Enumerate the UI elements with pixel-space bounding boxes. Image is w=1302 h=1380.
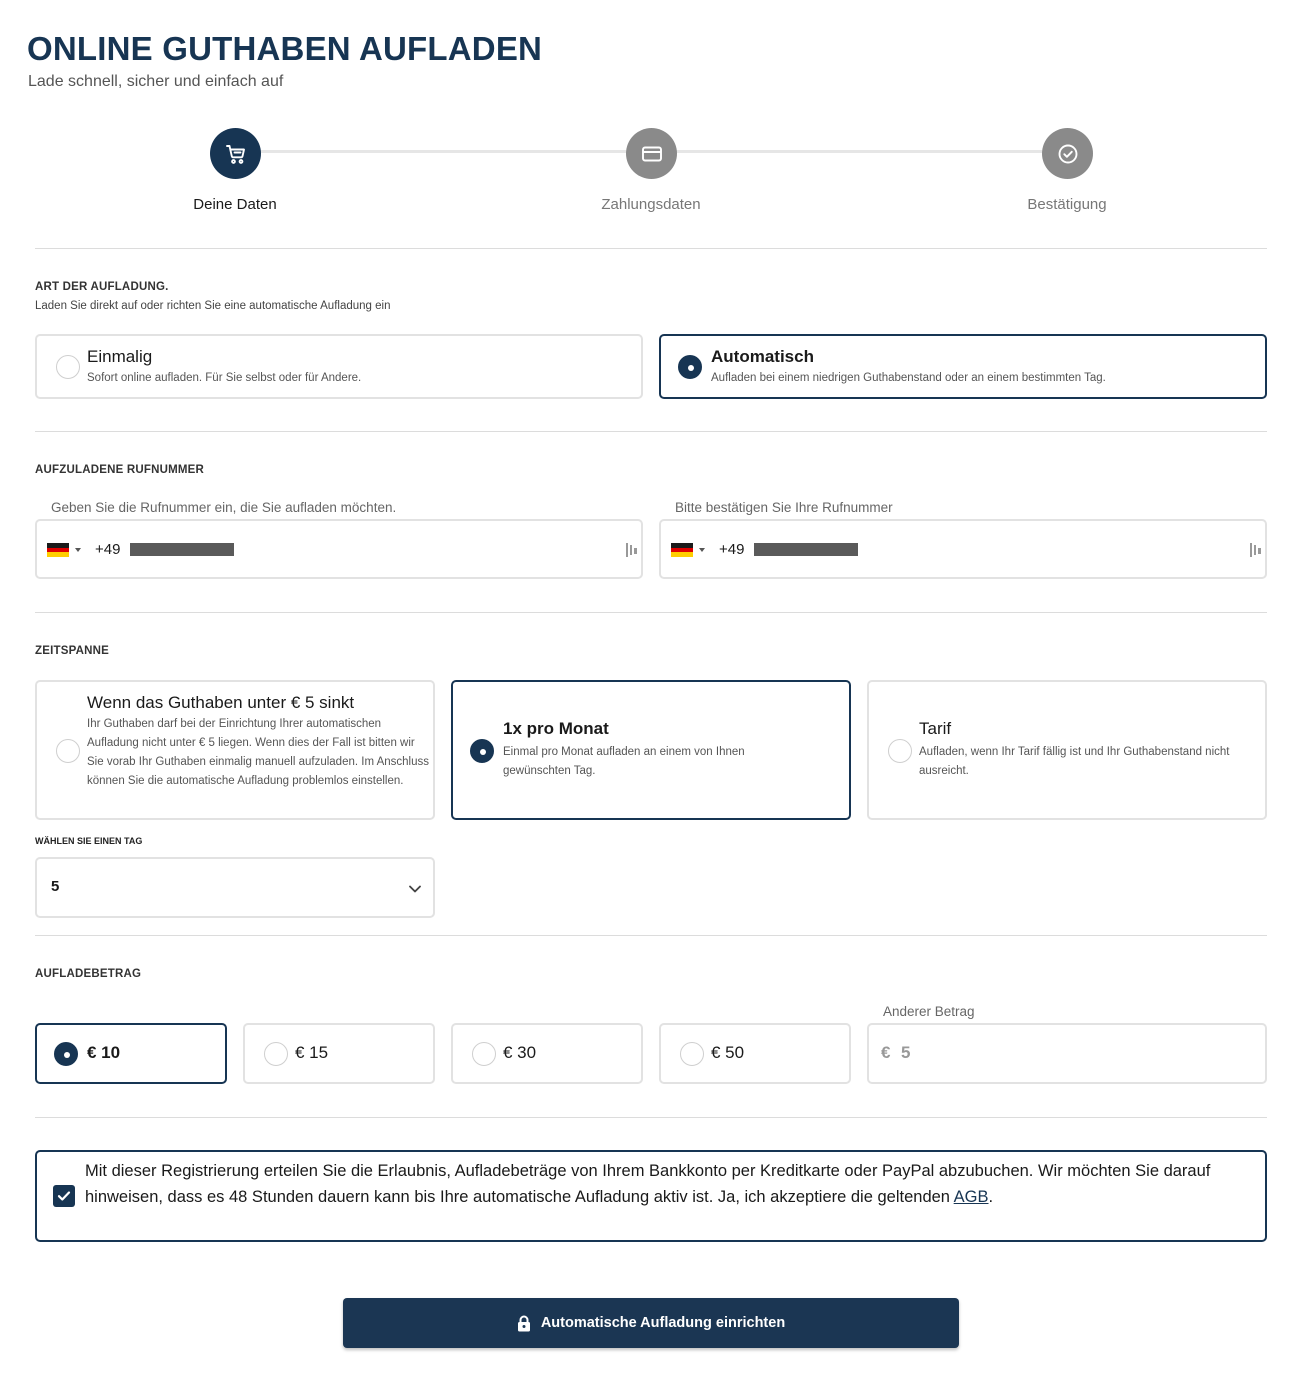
consent-end: . [988,1188,994,1206]
option-card-einmalig[interactable] [35,334,643,399]
amount-option-50[interactable] [659,1023,851,1084]
radio-einmalig[interactable] [56,355,80,379]
amount-option-30[interactable] [451,1023,643,1084]
step-1-circle[interactable] [210,128,261,179]
step-label-deine-daten: Deine Daten [193,196,277,213]
step-2-circle[interactable] [626,128,677,179]
consent-box[interactable] [35,1150,1267,1242]
radio-amount-10[interactable] [54,1042,78,1066]
phone-confirm-label: Bitte bestätigen Sie Ihre Rufnummer [675,500,893,515]
section-subtitle-art: Laden Sie direkt auf oder richten Sie eine automatische Aufladung ein [35,300,391,312]
day-select[interactable] [35,857,435,918]
radio-amount-30[interactable] [472,1042,496,1066]
setup-auto-topup-button[interactable] [343,1298,959,1348]
step-label-bestaetigung: Bestätigung [1027,196,1107,213]
divider [35,248,1267,249]
phone-prefix: +49 [719,541,745,558]
germany-flag-icon[interactable] [47,543,69,557]
option-desc: Einmal pro Monat aufladen an einem von Ihnen gewünschten Tag. [503,746,745,777]
country-caret-icon[interactable] [75,548,81,552]
option-desc: Aufladen bei einem niedrigen Guthabenstand oder an einem bestimmten Tag. [711,372,1106,384]
divider [35,431,1267,432]
phone-number-redacted [754,543,858,556]
day-select-value: 5 [51,878,60,895]
divider [35,1117,1267,1118]
lock-icon [517,1315,531,1332]
amount-label: € 50 [711,1043,745,1062]
divider [35,612,1267,613]
section-title-aufladebetrag: AUFLADEBETRAG [35,968,142,980]
amount-option-10[interactable] [35,1023,227,1084]
stepper-line [260,150,626,153]
divider [35,935,1267,936]
check-icon [57,1190,71,1202]
password-manager-icon[interactable] [626,543,638,557]
other-amount-label: Anderer Betrag [883,1004,975,1019]
other-amount-placeholder: 5 [901,1043,911,1062]
phone-confirm-input[interactable] [659,519,1267,579]
section-title-zeitspanne: ZEITSPANNE [35,645,109,657]
page-subtitle: Lade schnell, sicher und einfach auf [28,73,284,90]
other-amount-input[interactable] [867,1023,1267,1084]
cart-icon [224,142,248,166]
radio-pro-monat[interactable] [470,739,494,763]
password-manager-icon[interactable] [1250,543,1262,557]
check-circle-icon [1056,142,1080,166]
radio-amount-50[interactable] [680,1042,704,1066]
page-title: ONLINE GUTHABEN AUFLADEN [27,30,543,67]
germany-flag-icon[interactable] [671,543,693,557]
other-amount-currency: € [881,1043,891,1062]
amount-label: € 15 [295,1043,329,1062]
amount-label: € 30 [503,1043,537,1062]
setup-auto-topup-label: Automatische Aufladung einrichten [540,1315,786,1331]
country-caret-icon[interactable] [699,548,705,552]
phone-prefix: +49 [95,541,121,558]
credit-card-icon [640,142,664,166]
amount-label: € 10 [87,1043,121,1062]
step-3-circle[interactable] [1042,128,1093,179]
amount-option-15[interactable] [243,1023,435,1084]
radio-guthaben-unter[interactable] [56,739,80,763]
day-select-label: WÄHLEN SIE EINEN TAG [35,836,143,846]
option-title: Wenn das Guthaben unter € 5 sinkt [87,693,355,712]
radio-automatisch[interactable] [678,355,702,379]
stepper-line [676,150,1042,153]
radio-amount-15[interactable] [264,1042,288,1066]
consent-body: Mit dieser Registrierung erteilen Sie die Erlaubnis, Aufladebeträge von Ihrem Bankkonto per Kreditkarte oder PayPal abzubuchen. Wir möchten Sie darauf hinweisen, dass es 48 Stunden dauern kann bis Ihre automatische Aufladung aktiv ist. Ja, ich akzeptiere die geltenden [85,1162,1211,1206]
step-label-zahlungsdaten: Zahlungsdaten [601,196,701,213]
radio-tarif[interactable] [888,739,912,763]
phone-input[interactable] [35,519,643,579]
consent-text [85,1158,1245,1210]
option-card-pro-monat[interactable] [451,680,851,820]
phone-number-redacted [130,543,234,556]
option-title: Automatisch [711,347,814,366]
section-title-art: ART DER AUFLADUNG. [35,281,169,293]
consent-checkbox[interactable] [53,1185,75,1207]
option-card-guthaben-unter[interactable] [35,680,435,820]
option-title: 1x pro Monat [503,719,609,738]
section-title-rufnummer: AUFZULADENE RUFNUMMER [35,464,205,476]
option-card-automatisch[interactable] [659,334,1267,399]
phone-field-label: Geben Sie die Rufnummer ein, die Sie aufladen möchten. [51,500,397,515]
option-card-tarif[interactable] [867,680,1267,820]
option-desc: Sofort online aufladen. Für Sie selbst oder für Andere. [87,372,362,384]
option-title: Einmalig [87,347,153,366]
option-desc: Ihr Guthaben darf bei der Einrichtung Ihrer automatischen Aufladung nicht unter € 5 liegen. Wenn dies der Fall ist bitten wir Sie vorab Ihr Guthaben einmalig manuell aufzuladen. Im Anschluss können Sie die automatische Aufladung problemlos einstellen. [87,718,430,787]
option-title: Tarif [919,719,952,738]
option-desc: Aufladen, wenn Ihr Tarif fällig ist und Ihr Guthabenstand nicht ausreicht. [919,746,1230,777]
agb-link[interactable]: AGB [953,1188,989,1206]
chevron-down-icon[interactable] [408,884,422,894]
